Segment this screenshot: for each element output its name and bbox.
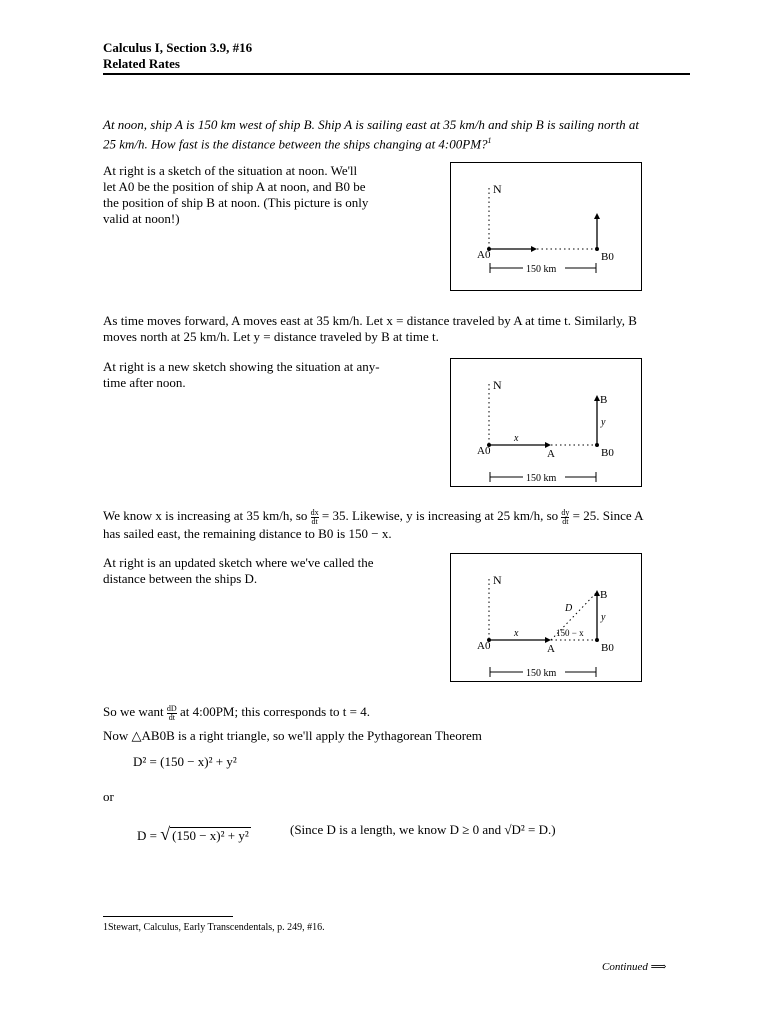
para1-line1: At right is a sketch of the situation at noon. We'll: [103, 163, 358, 178]
problem-statement: [103, 117, 693, 152]
label-b: B: [600, 589, 608, 601]
equation-pythagorean: D² = (150 − x)² + y²: [133, 754, 237, 769]
problem-line-1: At noon, ship A is 150 km west of ship B. Ship A is sailing east at 35 km/h and ship B is sailing north at: [103, 117, 640, 132]
paragraph-2: [103, 313, 693, 345]
para1-line3: the position of ship B at noon. (This picture is only: [103, 195, 369, 210]
header-rule: [103, 73, 690, 75]
label-b: B: [600, 394, 608, 406]
para4-line1-part-c: = 25. Since A: [572, 508, 644, 523]
para4-line1: [103, 508, 693, 526]
para6-line2: Now △AB0B is a right triangle, so we'll apply the Pythagorean Theorem: [103, 727, 482, 743]
point-b0: [595, 443, 599, 447]
page-header: [103, 40, 252, 72]
para4-line2: has sailed east, the remaining distance to B0 is 150 − x.: [103, 525, 392, 541]
para6-line1-part-b: at 4:00PM; this corresponds to t = 4.: [179, 704, 371, 719]
para1-line4: valid at noon!): [103, 211, 180, 226]
paragraph-5: [103, 555, 393, 587]
para3-line1: At right is a new sketch showing the situation at any-: [103, 359, 380, 374]
north-label: N: [493, 378, 502, 392]
label-y: y: [601, 612, 606, 623]
figure-distance-sketch: [450, 553, 642, 682]
label-d: D: [565, 603, 573, 614]
label-b0: B0: [601, 251, 614, 263]
dim-label: 150 km: [526, 668, 557, 679]
eq2-lhs: D =: [137, 828, 157, 843]
footnote-mark: 1: [487, 136, 492, 145]
fraction-num: dD: [166, 703, 177, 713]
header-title: Calculus I, Section 3.9, #16: [103, 40, 253, 55]
para6-line1-part-a: So we want: [103, 704, 164, 719]
label-remaining: 150 − x: [556, 628, 584, 638]
north-label: N: [493, 573, 502, 587]
paragraph-1: [103, 163, 393, 227]
footnote: 1Stewart, Calculus, Early Transcendentals, p. 249, #16.: [103, 922, 325, 933]
fraction-den: dt: [562, 516, 569, 526]
arrowhead-north: [594, 213, 600, 219]
label-x: x: [514, 628, 519, 639]
fraction-dx-dt: [311, 509, 319, 526]
point-b0: [595, 638, 599, 642]
paragraph-4: [103, 508, 693, 542]
label-x: x: [514, 433, 519, 444]
north-label: N: [493, 182, 502, 196]
equation-distance: [137, 824, 251, 845]
fraction-dD-dt: [167, 705, 177, 722]
fraction-den: dt: [311, 516, 318, 526]
fraction-num: dy: [561, 507, 570, 517]
para6-line1: [103, 704, 693, 722]
figure-anytime-sketch: [450, 358, 642, 487]
continued-marker: Continued ⟹: [602, 961, 667, 973]
label-a0: A0: [477, 445, 491, 457]
eq2-radicand: (150 − x)² + y²: [172, 828, 249, 843]
fraction-dy-dt: [561, 509, 569, 526]
figure-noon-sketch: [450, 162, 642, 291]
paragraph-6: [103, 704, 693, 744]
label-a: A: [547, 448, 555, 460]
header-subtitle: Related Rates: [103, 56, 180, 71]
point-b0: [595, 247, 599, 251]
arrowhead-east: [531, 246, 537, 252]
fraction-num: dx: [310, 507, 319, 517]
radical-sign: √: [160, 824, 171, 844]
label-b0: B0: [601, 642, 614, 654]
problem-line-2-text: 25 km/h. How fast is the distance between the ships changing at 4:00PM?: [103, 136, 488, 152]
label-a0: A0: [477, 249, 491, 261]
paragraph-3: [103, 359, 393, 391]
para5-line2: distance between the ships D.: [103, 571, 258, 586]
label-b0: B0: [601, 447, 614, 459]
label-y: y: [601, 417, 606, 428]
dim-label: 150 km: [526, 264, 557, 275]
footnote-rule: [103, 916, 233, 917]
para2-line1: As time moves forward, A moves east at 35 km/h. Let x = distance traveled by A at time t. Similarly, B: [103, 313, 637, 328]
para4-line1-part-b: = 35. Likewise, y is increasing at 25 km/h, so: [321, 508, 559, 523]
fraction-den: dt: [168, 712, 175, 722]
or-connector: or: [103, 789, 114, 804]
label-a: A: [547, 643, 555, 655]
para1-line2: let A0 be the position of ship A at noon, and B0 be: [103, 179, 366, 194]
para3-line2: time after noon.: [103, 375, 186, 390]
equation-note: (Since D is a length, we know D ≥ 0 and √D² = D.): [290, 822, 556, 837]
label-a0: A0: [477, 640, 491, 652]
para4-line1-part-a: We know x is increasing at 35 km/h, so: [103, 508, 308, 523]
dim-label: 150 km: [526, 473, 557, 484]
problem-line-2: [103, 133, 693, 152]
para2-line2: moves north at 25 km/h. Let y = distance traveled by B at time t.: [103, 329, 439, 344]
para5-line1: At right is an updated sketch where we've called the: [103, 555, 374, 570]
